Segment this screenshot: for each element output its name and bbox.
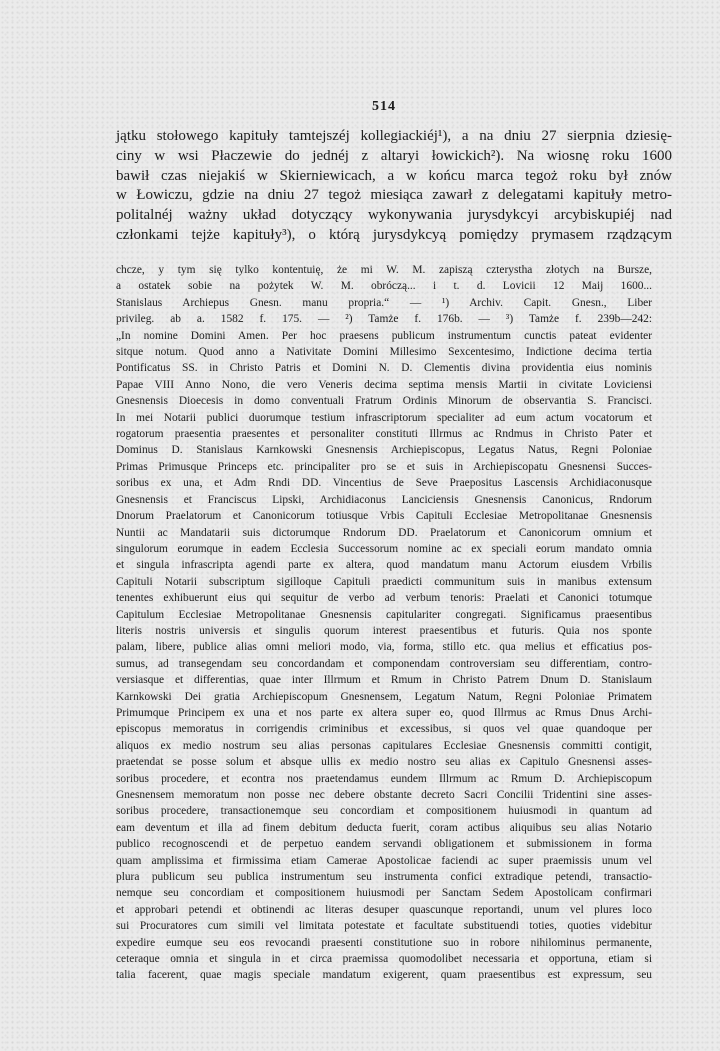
footnotes xyxy=(116,262,652,984)
footnote-line: tenentes exhibuerunt eius qui sequitur de verbo ad verbum tenoris: Praelati et Canonici totumque xyxy=(116,592,652,605)
footnote-line: Pontificatus SS. in Christo Patris et Domini N. D. Clementis divina providentia eius nominis xyxy=(116,362,652,375)
footnote-line: plura publicum seu publica instrumentum seu instrumenta confici extradique petendi, transactio- xyxy=(116,871,652,884)
footnote-line: aliquos ex medio nostrum seu alias personas capitulares Ecclesiae Gnesnensis committi contigit, xyxy=(116,739,652,752)
footnote-line: Stanislaus Archiepus Gnesn. manu propria.“ — ¹) Archiv. Capit. Gnesn., Liber xyxy=(116,296,652,309)
footnote-line: Gnesnensis Dioecesis in domo conventuali Fratrum Ordinis Minorum de observantia S. Francisci. xyxy=(116,395,652,408)
footnote-line: soribus ex una, et Adm Rndi DD. Vincentius de Seve Praepositus Lascensis Archidiaconusque xyxy=(116,477,652,490)
footnote-line: privileg. ab a. 1582 f. 175. — ²) Tamże f. 176b. — ³) Tamże f. 239b—242: xyxy=(116,313,652,326)
footnote-line: soribus procedere, transactionemque seu concordiam et compositionem huiusmodi in quantum ad xyxy=(116,805,652,818)
footnote-line: palam, libere, publice alias omni meliori modo, via, forma, stillo etc. qua melius et efficatius pos- xyxy=(116,641,652,654)
footnote-line: literis nostris universis et singulis quorum interest praesentibus et futuris. Quia nos sponte xyxy=(116,624,652,637)
footnote-line: quam amplissima et firmissima etiam Camerae Apostolicae faciendi ac super praemissis unum vel xyxy=(116,854,652,867)
footnote-line: singulorum eorumque in eadem Ecclesia Successorum nomine ac ex speciali eorum mandato omnia xyxy=(116,542,652,555)
footnote-line: talia facerent, quae magis speciale mandatum exigerent, quam praesentibus est expressum, seu xyxy=(116,969,652,982)
footnote-line: versiasque et differentias, quae inter Illrmum et Rmum in Christo Patrem Dnum D. Stanislaum xyxy=(116,674,652,687)
main-text xyxy=(116,127,672,246)
footnote-line: praetendat se posse solum et absque ullis ex medio nostro seu alias ex Capitulo Gnesnensi asses- xyxy=(116,756,652,769)
main-line: politalnéj ważny układ dotyczący wykonywania jurysdykcyi arcybiskupiéj nad xyxy=(116,207,672,224)
main-line: jątku stołowego kapituły tamtejszéj kollegiackiéj¹), a na dniu 27 sierpnia dziesię- xyxy=(116,128,672,144)
footnote-line: eam deventum et illa ad finem debitum deducta fuerit, coram actibus aliquibus seu alias Notario xyxy=(116,821,652,834)
footnote-line: a ostatek sobie na pożytek W. M. obróczą... i t. d. Lovicii 12 Maij 1600... xyxy=(116,280,652,293)
main-line: członkami tejże kapituły³), o którą jurysdykcyą pomiędzy prymasem rządzącym xyxy=(116,226,672,243)
footnote-line: sitque notum. Quod anno a Nativitate Domini Millesimo Sexcentesimo, Indictione decima tertia xyxy=(116,346,652,359)
footnote-line: Capitulum Ecclesiae Metropolitanae Gnesnensis capitulariter congregati. Significamus praesentibus xyxy=(116,608,652,621)
footnote-line: ceteraque omnia et singula in et circa praemissa quomodolibet necessaria et opportuna, etiam si xyxy=(116,953,652,966)
footnote-line: In mei Notarii publici duorumque testium infrascriptorum specialiter ad eum actum vocatorum et xyxy=(116,411,652,424)
footnote-line: et approbari petendi et obtinendi ac literas desuper quascunque reportandi, unum vel plures loco xyxy=(116,903,652,916)
footnote-line: sui Procuratores cum simili vel limitata potestate et facultate substituendi toties, quoties videbitur xyxy=(116,920,652,933)
footnote-line: Capituli Notarii subscriptum sigilloque Capituli praedicti communitum suis in manibus extensum xyxy=(116,575,652,588)
footnote-line: et singula infrascripta agendi parte ex altera, quod mandatum manu Actorum eiusdem Vrbilis xyxy=(116,559,652,572)
footnote-line: Karnkowski Dei gratia Archiepiscopum Gnesnensem, Legatum Natum, Regni Poloniae Primatem xyxy=(116,690,652,703)
footnote-line: Gnesnensis et Franciscus Lipski, Archidiaconus Lanciciensis Gnesnensis Canonicus, Rndorum xyxy=(116,493,652,506)
footnote-line: Gnesnensem memoratum non posse nec debere obstante decreto Sacri Concilii Tridentini sine asses- xyxy=(116,789,652,801)
footnote-line: soribus procedere, et econtra nos praetendamus eundem Illrmum ac Rmum D. Archiepiscopum xyxy=(116,772,652,785)
main-line: w Łowiczu, gdzie na dniu 27 tegoż miesiąca zawarł z delegatami kapituły metro- xyxy=(116,187,672,204)
footnote-line: Dnorum Praelatorum et Canonicorum totiusque Vrbis Capituli Ecclesiae Metropolitanae Gnesnensis xyxy=(116,510,652,523)
footnote-line: „In nomine Domini Amen. Per hoc praesens publicum instrumentum cunctis pateat evidenter xyxy=(116,329,652,342)
footnote-line: expedire eumque seu eos revocandi praesenti constitutione suo in robore nihilominus permanente, xyxy=(116,936,652,949)
main-line: ciny w wsi Płaczewie do jednéj z altaryi łowickich²). Na wiosnę roku 1600 xyxy=(116,147,672,164)
main-line: bawił czas niejakiś w Skierniewicach, a w końcu marca tegoż roku był znów xyxy=(116,167,672,184)
footnote-line: Primumque Principem ex una et nos parte ex altera super eo, quod Illrmus ac Rmus Dnus Archi- xyxy=(116,706,652,719)
footnote-line: Nuntii ac Mandatarii suis dictorumque Rndorum DD. Praelatorum et Canonicorum omnium et xyxy=(116,526,652,539)
footnote-line: sumus, ad transegendam seu concordandam et componendam controversiam seu differentiam, contro- xyxy=(116,657,652,670)
footnote-line: chcze, y tym się tylko kontentuię, że mi W. M. zapiszą czterystha złotych na Bursze, xyxy=(116,264,652,276)
footnote-line: nemque seu concordiam et compositionem huiusmodi per Sanctam Sedem Apostolicam confirmari xyxy=(116,887,652,900)
footnote-line: Papae VIII Anno Nono, die vero Veneris decima septima mensis Martii in civitate Loviciensi xyxy=(116,378,652,391)
footnote-line: episcopus memoratus in corrigendis criminibus et excessibus, si quos vel quae quandoque per xyxy=(116,723,652,736)
footnote-line: rogatorum praesentia praesentes et personaliter constituti Illrmus ac Rndmus in Christo Pater et xyxy=(116,428,652,441)
footnote-line: Dominus D. Stanislaus Karnkowski Gnesnensis Archiepiscopus, Legatus Natus, Regni Poloniae xyxy=(116,444,652,457)
footnote-line: publico recognoscendi et de perpetuo eandem servandi obligationem et submissionem in forma xyxy=(116,838,652,851)
page-number: 514 xyxy=(372,99,396,114)
footnote-line: Primas Primusque Princeps etc. principaliter pro se et suis in Archiepiscopatu Gnesnensi Succes- xyxy=(116,460,652,473)
